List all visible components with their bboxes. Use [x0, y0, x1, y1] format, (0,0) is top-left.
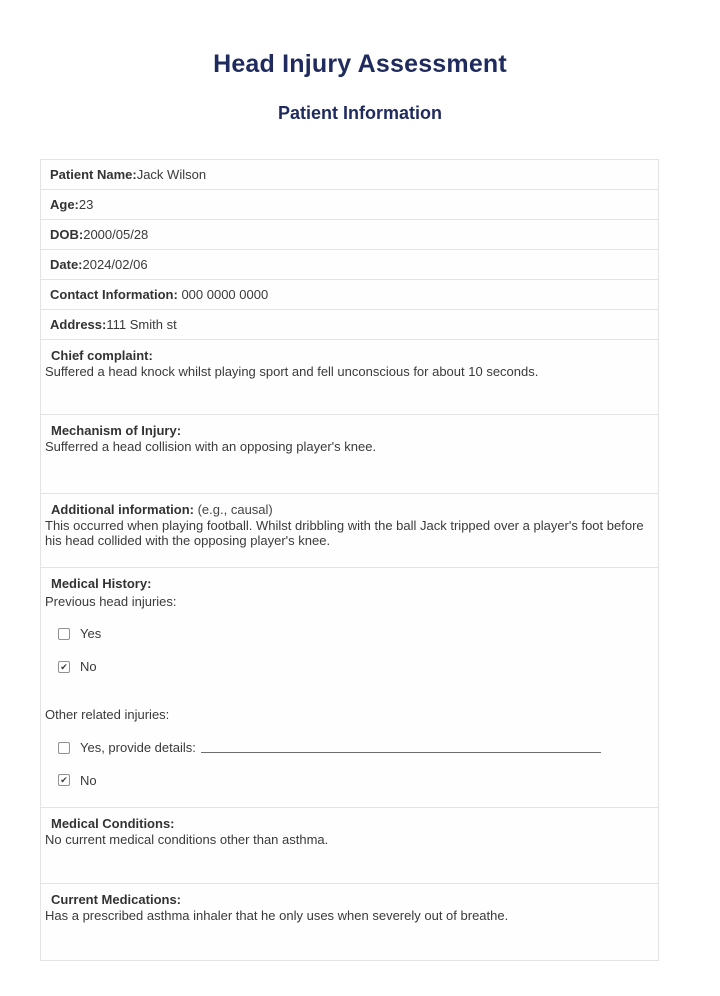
age-value[interactable]: 23 [78, 196, 94, 212]
contact-information-label: Contact Information: [50, 286, 178, 302]
previous-injuries-yes-option[interactable] [45, 626, 648, 642]
field-row-age [41, 190, 658, 220]
section-additional-information [41, 494, 658, 568]
dob-value[interactable]: 2000/05/28 [83, 226, 149, 242]
previous-head-injuries-question: Previous head injuries: [45, 593, 177, 609]
section-mechanism-of-injury [41, 415, 658, 494]
field-row-contact-information [41, 280, 658, 310]
mechanism-of-injury-label: Mechanism of Injury: [51, 423, 182, 438]
other-injuries-yes-option[interactable] [45, 740, 648, 756]
address-label: Address: [50, 316, 107, 332]
other-related-injuries-question: Other related injuries: [45, 707, 170, 723]
patient-name-label: Patient Name: [50, 166, 137, 182]
section-medical-conditions [41, 808, 658, 884]
other-injuries-no-option[interactable] [45, 773, 648, 789]
additional-information-label-text: Additional information: [51, 502, 194, 517]
additional-information-text[interactable]: This occurred when playing football. Whilst dribbling with the ball Jack tripped over a player's foot before his head collided with the opposing player's knee. [45, 517, 644, 549]
section-current-medications [41, 884, 658, 960]
previous-injuries-no-checkbox[interactable]: ✔ [58, 661, 70, 673]
page-title: Head Injury Assessment [213, 50, 507, 78]
medical-conditions-text[interactable]: No current medical conditions other than asthma. [45, 831, 329, 847]
previous-injuries-no-option[interactable] [45, 659, 648, 675]
current-medications-text[interactable]: Has a prescribed asthma inhaler that he only uses when severely out of breathe. [45, 907, 509, 923]
other-injuries-no-checkbox[interactable]: ✔ [58, 774, 70, 786]
previous-injuries-yes-checkbox[interactable] [58, 628, 70, 640]
medical-conditions-label: Medical Conditions: [51, 816, 175, 831]
dob-label: DOB: [50, 226, 84, 242]
previous-injuries-yes-label: Yes [80, 626, 102, 642]
address-value[interactable]: 111 Smith st [106, 316, 177, 332]
field-row-date [41, 250, 658, 280]
chief-complaint-text[interactable]: Suffered a head knock whilst playing sport and fell unconscious for about 10 seconds. [45, 363, 539, 379]
field-row-address [41, 310, 658, 340]
additional-information-note: (e.g., causal) [193, 502, 273, 517]
date-value[interactable]: 2024/02/06 [82, 256, 148, 272]
chief-complaint-label: Chief complaint: [51, 348, 153, 363]
contact-information-value[interactable]: 000 0000 0000 [177, 286, 269, 302]
section-chief-complaint [41, 340, 658, 415]
additional-information-label [45, 502, 648, 518]
details-blank-line[interactable] [201, 742, 601, 753]
mechanism-of-injury-text[interactable]: Sufferred a head collision with an opposing player's knee. [45, 438, 377, 454]
previous-injuries-no-label: No [80, 658, 97, 674]
field-row-dob [41, 220, 658, 250]
patient-name-value[interactable]: Jack Wilson [136, 166, 207, 182]
age-label: Age: [50, 196, 79, 212]
other-injuries-no-label: No [80, 772, 97, 788]
page-subtitle: Patient Information [277, 103, 442, 123]
other-injuries-yes-label: Yes, provide details: [80, 739, 196, 755]
field-row-patient-name [41, 160, 658, 190]
date-label: Date: [50, 256, 83, 272]
current-medications-label: Current Medications: [51, 892, 182, 907]
section-medical-history [41, 568, 658, 808]
patient-information-form [40, 159, 659, 961]
medical-history-label: Medical History: [51, 576, 152, 591]
other-injuries-yes-checkbox[interactable] [58, 742, 70, 754]
